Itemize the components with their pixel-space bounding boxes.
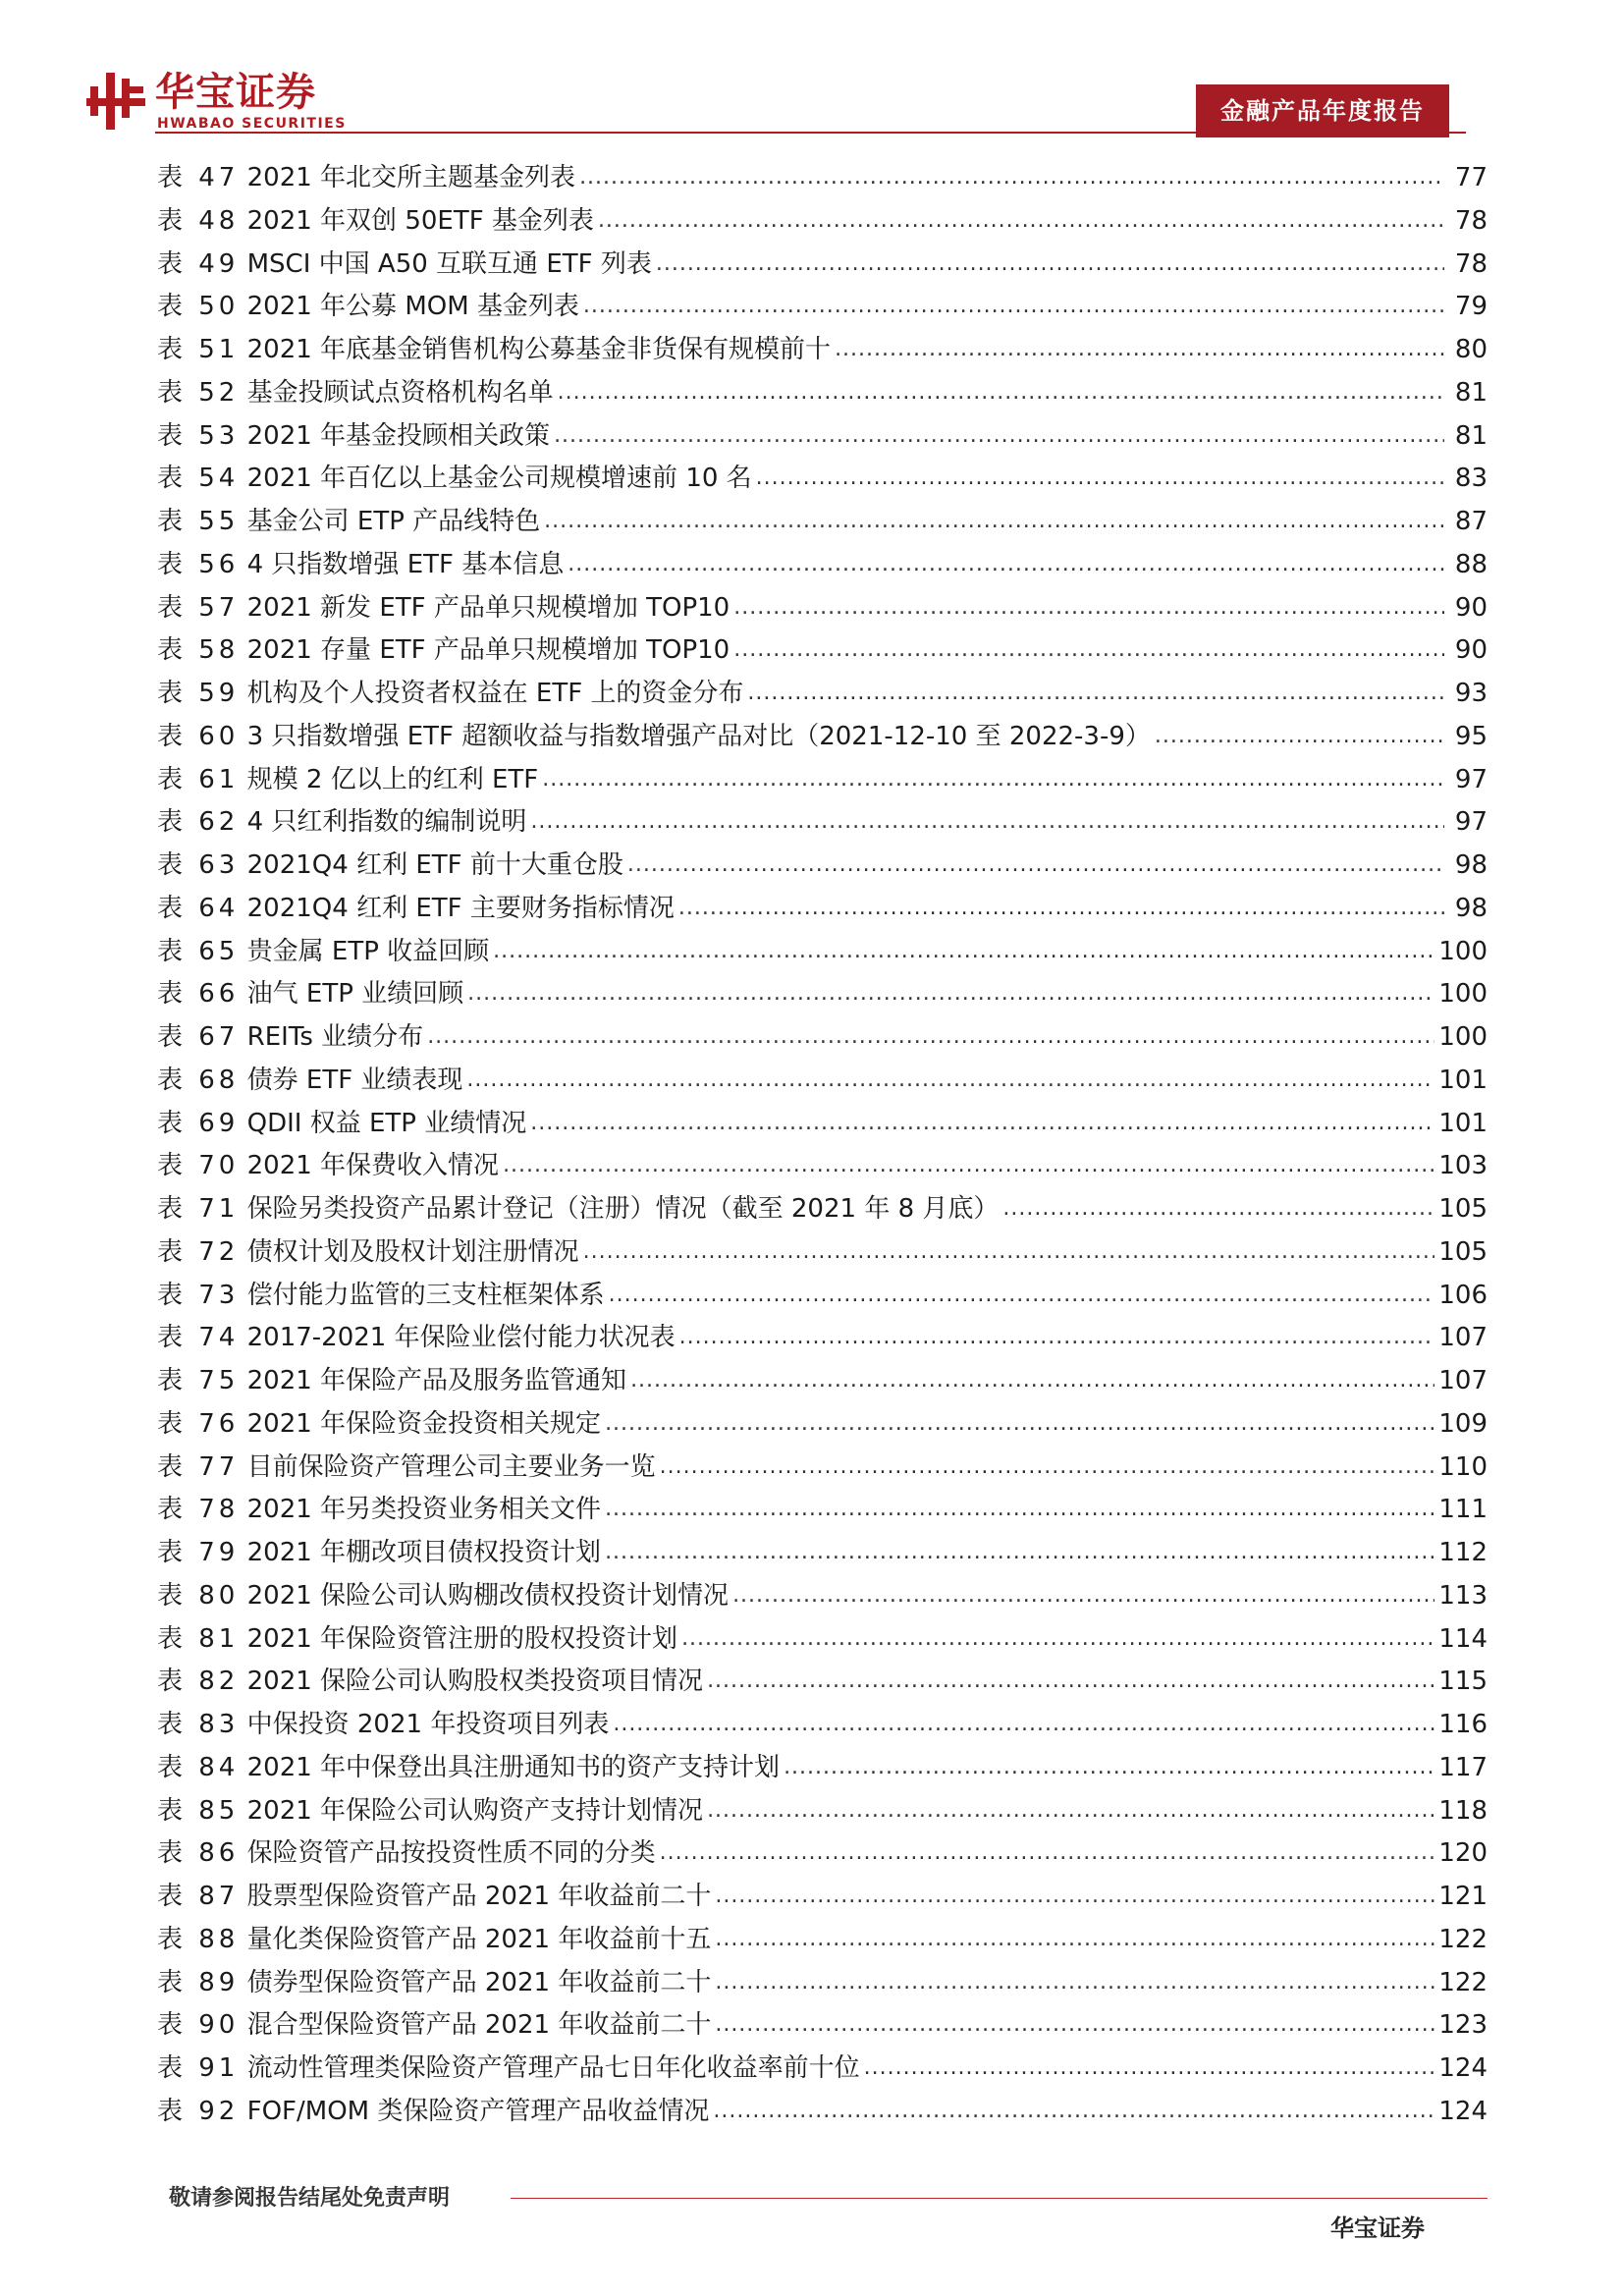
toc-page-number: 109 bbox=[1438, 1408, 1488, 1439]
toc-page-number: 81 bbox=[1454, 420, 1488, 451]
toc-leader-dots bbox=[681, 1617, 1434, 1661]
toc-table-title: REITs 业绩分布 bbox=[246, 1022, 424, 1052]
toc-page-number: 90 bbox=[1454, 635, 1488, 666]
toc-table-title: 保险资管产品按投资性质不同的分类 bbox=[246, 1838, 656, 1869]
toc-leader-dots bbox=[1155, 715, 1444, 758]
toc-table-number: 表 72 bbox=[157, 1236, 240, 1267]
toc-leader-dots bbox=[715, 2003, 1434, 2047]
toc-entry[interactable] bbox=[157, 801, 1488, 845]
toc-entry[interactable] bbox=[157, 1060, 1488, 1103]
toc-leader-dots bbox=[530, 800, 1444, 844]
toc-entry[interactable] bbox=[157, 587, 1488, 630]
toc-entry[interactable] bbox=[157, 1275, 1488, 1318]
toc-entry-label bbox=[157, 845, 623, 888]
toc-table-title: 保险另类投资产品累计登记（注册）情况（截至 2021 年 8 月底） bbox=[246, 1194, 1000, 1224]
toc-entry-label bbox=[157, 888, 675, 931]
toc-table-number: 表 59 bbox=[157, 679, 240, 708]
toc-leader-dots bbox=[1002, 1187, 1434, 1230]
toc-page-number: 120 bbox=[1438, 1838, 1488, 1869]
toc-table-title: 中保投资 2021 年投资项目列表 bbox=[246, 1710, 610, 1739]
toc-entry-label bbox=[157, 372, 554, 415]
toc-page-number: 123 bbox=[1438, 2010, 1488, 2041]
toc-table-number: 表 61 bbox=[157, 764, 240, 794]
toc-leader-dots bbox=[679, 1316, 1435, 1359]
toc-table-number: 表 85 bbox=[157, 1795, 240, 1826]
toc-table-title: 混合型保险资管产品 2021 年收益前二十 bbox=[246, 2010, 712, 2041]
toc-entry-label bbox=[157, 1317, 676, 1360]
toc-table-number: 表 54 bbox=[157, 464, 240, 494]
toc-entry-label bbox=[157, 973, 463, 1016]
toc-page-number: 110 bbox=[1438, 1451, 1488, 1482]
toc-entry[interactable] bbox=[157, 286, 1488, 329]
toc-page-number: 79 bbox=[1454, 292, 1488, 322]
toc-table-title: 2021 年百亿以上基金公司规模增速前 10 名 bbox=[246, 464, 752, 494]
toc-table-title: 2021 年保险产品及服务监管通知 bbox=[246, 1366, 627, 1395]
toc-table-title: FOF/MOM 类保险资产管理产品收益情况 bbox=[246, 2096, 710, 2126]
toc-page-number: 98 bbox=[1454, 893, 1488, 923]
toc-page-number: 106 bbox=[1438, 1280, 1488, 1310]
toc-entry[interactable] bbox=[157, 629, 1488, 673]
toc-table-number: 表 87 bbox=[157, 1882, 240, 1911]
toc-entry[interactable] bbox=[157, 1360, 1488, 1403]
page-header bbox=[0, 0, 1623, 137]
toc-leader-dots bbox=[715, 1918, 1434, 1961]
toc-table-number: 表 80 bbox=[157, 1580, 240, 1611]
toc-page-number: 107 bbox=[1438, 1323, 1488, 1353]
toc-table-title: 基金投顾试点资格机构名单 bbox=[246, 377, 554, 408]
toc-table-title: 4 只红利指数的编制说明 bbox=[246, 807, 527, 838]
toc-table-title: 债券 ETF 业绩表现 bbox=[246, 1065, 463, 1095]
toc-leader-dots bbox=[627, 844, 1444, 887]
toc-leader-dots bbox=[493, 930, 1434, 973]
toc-entry[interactable] bbox=[157, 501, 1488, 544]
toc-leader-dots bbox=[733, 629, 1444, 672]
toc-table-number: 表 57 bbox=[157, 592, 240, 623]
toc-entry[interactable] bbox=[157, 845, 1488, 888]
toc-table-number: 表 50 bbox=[157, 292, 240, 322]
toc-entry[interactable] bbox=[157, 931, 1488, 974]
toc-entry[interactable] bbox=[157, 415, 1488, 459]
toc-table-number: 表 63 bbox=[157, 850, 240, 880]
toc-leader-dots bbox=[466, 1059, 1434, 1102]
toc-table-number: 表 88 bbox=[157, 1924, 240, 1954]
toc-page-number: 112 bbox=[1438, 1538, 1488, 1567]
toc-leader-dots bbox=[605, 1488, 1434, 1531]
toc-table-number: 表 83 bbox=[157, 1710, 240, 1739]
toc-page-number: 83 bbox=[1454, 464, 1488, 494]
toc-table-number: 表 47 bbox=[157, 163, 240, 192]
toc-table-number: 表 51 bbox=[157, 335, 240, 364]
toc-entry[interactable] bbox=[157, 1447, 1488, 1490]
toc-page-number: 98 bbox=[1454, 850, 1488, 880]
toc-entry[interactable] bbox=[157, 1790, 1488, 1833]
toc-table-number: 表 56 bbox=[157, 549, 240, 579]
brand-name-en: HWABAO SECURITIES bbox=[157, 116, 347, 132]
toc-entry-label bbox=[157, 1231, 579, 1275]
toc-entry-label bbox=[157, 157, 575, 200]
toc-entry[interactable] bbox=[157, 372, 1488, 415]
toc-page-number: 95 bbox=[1454, 721, 1488, 751]
toc-entry[interactable] bbox=[157, 1016, 1488, 1060]
toc-table-title: 2021 年公募 MOM 基金列表 bbox=[246, 292, 579, 322]
toc-table-title: 2021 存量 ETF 产品单只规模增加 TOP10 bbox=[246, 635, 730, 666]
toc-entry[interactable] bbox=[157, 1103, 1488, 1146]
toc-page-number: 117 bbox=[1438, 1752, 1488, 1782]
toc-table-number: 表 84 bbox=[157, 1752, 240, 1782]
toc-table-number: 表 81 bbox=[157, 1623, 240, 1654]
toc-leader-dots bbox=[579, 156, 1444, 199]
toc-table-title: 2021 年中保登出具注册通知书的资产支持计划 bbox=[246, 1752, 781, 1782]
toc-entry-label bbox=[157, 1489, 601, 1532]
toc-leader-dots bbox=[660, 1831, 1435, 1875]
toc-table-title: 股票型保险资管产品 2021 年收益前二十 bbox=[246, 1882, 712, 1911]
toc-table-title: 2021 保险公司认购棚改债权投资计划情况 bbox=[246, 1580, 730, 1611]
toc-entry-label bbox=[157, 1188, 999, 1231]
toc-entry[interactable] bbox=[157, 1919, 1488, 1962]
toc-table-title: 债券型保险资管产品 2021 年收益前二十 bbox=[246, 1967, 712, 1997]
toc-table-title: 2021Q4 红利 ETF 前十大重仓股 bbox=[246, 850, 623, 880]
toc-entry[interactable] bbox=[157, 673, 1488, 716]
toc-entry-label bbox=[157, 1103, 526, 1146]
toc-entry-label bbox=[157, 1575, 729, 1618]
toc-table-number: 表 62 bbox=[157, 807, 240, 838]
toc-entry-label bbox=[157, 1832, 656, 1876]
toc-entry-label bbox=[157, 1060, 462, 1103]
toc-entry[interactable] bbox=[157, 1403, 1488, 1447]
toc-table-number: 表 76 bbox=[157, 1408, 240, 1439]
toc-table-title: 目前保险资产管理公司主要业务一览 bbox=[246, 1451, 656, 1482]
toc-entry-label bbox=[157, 200, 594, 244]
toc-table-number: 表 79 bbox=[157, 1538, 240, 1567]
toc-entry-label bbox=[157, 286, 579, 329]
toc-table-title: 2021 年北交所主题基金列表 bbox=[246, 163, 576, 192]
toc-table-number: 表 89 bbox=[157, 1967, 240, 1997]
toc-entry-label bbox=[157, 1919, 711, 1962]
toc-entry-label bbox=[157, 1962, 711, 2005]
toc-entry[interactable] bbox=[157, 544, 1488, 587]
toc-table-number: 表 70 bbox=[157, 1151, 240, 1181]
toc-entry-label bbox=[157, 1275, 605, 1318]
toc-table-number: 表 92 bbox=[157, 2096, 240, 2126]
toc-table-title: 债权计划及股权计划注册情况 bbox=[246, 1236, 579, 1267]
toc-leader-dots bbox=[864, 2047, 1435, 2090]
toc-entry[interactable] bbox=[157, 1747, 1488, 1790]
toc-leader-dots bbox=[713, 2090, 1434, 2133]
toc-table-title: 规模 2 亿以上的红利 ETF bbox=[246, 764, 539, 794]
toc-page-number: 78 bbox=[1454, 205, 1488, 236]
toc-entry[interactable] bbox=[157, 2091, 1488, 2134]
toc-leader-dots bbox=[784, 1746, 1434, 1789]
toc-leader-dots bbox=[707, 1660, 1434, 1703]
toc-page-number: 97 bbox=[1454, 807, 1488, 838]
toc-table-number: 表 82 bbox=[157, 1667, 240, 1697]
toc-leader-dots bbox=[605, 1531, 1434, 1574]
toc-entry-label bbox=[157, 2048, 860, 2091]
toc-table-title: 4 只指数增强 ETF 基本信息 bbox=[246, 549, 565, 579]
toc-leader-dots bbox=[467, 972, 1434, 1015]
toc-leader-dots bbox=[583, 285, 1444, 328]
toc-leader-dots bbox=[733, 586, 1444, 629]
toc-page-number: 105 bbox=[1438, 1194, 1488, 1224]
toc-table-title: 2021 新发 ETF 产品单只规模增加 TOP10 bbox=[246, 592, 730, 623]
toc-entry-label bbox=[157, 1876, 711, 1919]
toc-leader-dots bbox=[542, 758, 1444, 801]
toc-table-number: 表 48 bbox=[157, 205, 240, 236]
toc-page-number: 103 bbox=[1438, 1151, 1488, 1181]
toc-page-number: 78 bbox=[1454, 248, 1488, 279]
toc-page-number: 100 bbox=[1438, 979, 1488, 1010]
toc-page-number: 93 bbox=[1454, 679, 1488, 708]
toc-table-number: 表 74 bbox=[157, 1323, 240, 1353]
toc-entry[interactable] bbox=[157, 1962, 1488, 2005]
toc-entry-label bbox=[157, 759, 538, 802]
toc-table-title: 2021 年另类投资业务相关文件 bbox=[246, 1495, 602, 1525]
toc-table-number: 表 60 bbox=[157, 721, 240, 751]
toc-table-number: 表 64 bbox=[157, 893, 240, 923]
footer-brand: 华宝证券 bbox=[1330, 2214, 1425, 2242]
toc-table-title: 3 只指数增强 ETF 超额收益与指数增强产品对比（2021-12-10 至 2022-3-9） bbox=[246, 721, 1151, 751]
toc-leader-dots bbox=[630, 1359, 1434, 1402]
toc-table-number: 表 73 bbox=[157, 1280, 240, 1310]
toc-entry-label bbox=[157, 544, 564, 587]
toc-entry[interactable] bbox=[157, 1704, 1488, 1747]
toc-leader-dots bbox=[558, 371, 1444, 414]
toc-entry[interactable] bbox=[157, 244, 1488, 287]
toc-table-title: 基金公司 ETP 产品线特色 bbox=[246, 507, 541, 536]
toc-entry[interactable] bbox=[157, 1317, 1488, 1360]
toc-page-number: 100 bbox=[1438, 936, 1488, 966]
toc-leader-dots bbox=[756, 457, 1444, 500]
toc-leader-dots bbox=[715, 1961, 1434, 2004]
toc-page-number: 115 bbox=[1438, 1667, 1488, 1697]
toc-leader-dots bbox=[609, 1274, 1435, 1317]
toc-entry-label bbox=[157, 2091, 709, 2134]
toc-page-number: 118 bbox=[1438, 1795, 1488, 1826]
toc-leader-dots bbox=[605, 1402, 1434, 1446]
toc-table-title: 2021 年保险资金投资相关规定 bbox=[246, 1408, 602, 1439]
toc-entry-label bbox=[157, 1016, 423, 1060]
disclaimer-note: 敬请参阅报告结尾处免责声明 bbox=[169, 2186, 451, 2211]
toc-table-number: 表 67 bbox=[157, 1022, 240, 1052]
toc-leader-dots bbox=[613, 1703, 1434, 1746]
toc-entry-label bbox=[157, 1447, 656, 1490]
toc-page-number: 122 bbox=[1438, 1924, 1488, 1954]
toc-table-number: 表 75 bbox=[157, 1366, 240, 1395]
toc-entry[interactable] bbox=[157, 2004, 1488, 2048]
toc-entry-label bbox=[157, 1532, 601, 1575]
toc-page-number: 101 bbox=[1438, 1065, 1488, 1095]
toc-page-number: 114 bbox=[1438, 1623, 1488, 1654]
toc-table-number: 表 69 bbox=[157, 1108, 240, 1138]
toc-entry[interactable] bbox=[157, 716, 1488, 759]
toc-entry-label bbox=[157, 1618, 677, 1662]
toc-page-number: 81 bbox=[1454, 377, 1488, 408]
table-of-contents bbox=[157, 157, 1488, 2134]
toc-leader-dots bbox=[554, 414, 1444, 458]
toc-entry-label bbox=[157, 458, 752, 501]
toc-leader-dots bbox=[660, 1446, 1435, 1489]
toc-entry-label bbox=[157, 587, 730, 630]
toc-leader-dots bbox=[732, 1574, 1434, 1617]
toc-entry[interactable] bbox=[157, 888, 1488, 931]
toc-leader-dots bbox=[678, 887, 1444, 930]
toc-entry-label bbox=[157, 1704, 609, 1747]
toc-table-title: 2021 年保险资管注册的股权投资计划 bbox=[246, 1623, 678, 1654]
toc-entry[interactable] bbox=[157, 759, 1488, 802]
toc-entry-label bbox=[157, 673, 743, 716]
toc-entry-label bbox=[157, 629, 730, 673]
toc-entry-label bbox=[157, 1145, 499, 1188]
toc-entry[interactable] bbox=[157, 2048, 1488, 2091]
toc-leader-dots bbox=[707, 1789, 1434, 1832]
toc-leader-dots bbox=[583, 1230, 1435, 1274]
toc-entry-label bbox=[157, 801, 526, 845]
toc-table-number: 表 55 bbox=[157, 507, 240, 536]
toc-table-number: 表 49 bbox=[157, 248, 240, 279]
toc-entry[interactable] bbox=[157, 1832, 1488, 1876]
toc-page-number: 87 bbox=[1454, 507, 1488, 536]
toc-entry-label bbox=[157, 2004, 711, 2048]
report-type-tag: 金融产品年度报告 bbox=[1196, 84, 1449, 137]
toc-table-title: QDII 权益 ETP 业绩情况 bbox=[246, 1108, 527, 1138]
toc-entry-label bbox=[157, 501, 540, 544]
toc-leader-dots bbox=[530, 1102, 1434, 1145]
toc-entry[interactable] bbox=[157, 157, 1488, 200]
toc-leader-dots bbox=[747, 672, 1444, 715]
toc-page-number: 113 bbox=[1438, 1580, 1488, 1611]
toc-entry[interactable] bbox=[157, 1575, 1488, 1618]
toc-leader-dots bbox=[544, 500, 1444, 543]
toc-entry-label bbox=[157, 244, 652, 287]
toc-table-number: 表 90 bbox=[157, 2010, 240, 2041]
toc-leader-dots bbox=[715, 1875, 1434, 1918]
toc-table-number: 表 68 bbox=[157, 1065, 240, 1095]
toc-table-title: 偿付能力监管的三支柱框架体系 bbox=[246, 1280, 605, 1310]
toc-table-number: 表 53 bbox=[157, 420, 240, 451]
toc-leader-dots bbox=[598, 199, 1444, 243]
toc-entry[interactable] bbox=[157, 1188, 1488, 1231]
hwabao-logo-icon bbox=[86, 69, 147, 132]
toc-table-number: 表 52 bbox=[157, 377, 240, 408]
toc-table-number: 表 91 bbox=[157, 2053, 240, 2083]
toc-page-number: 105 bbox=[1438, 1236, 1488, 1267]
toc-page-number: 101 bbox=[1438, 1108, 1488, 1138]
toc-entry-label bbox=[157, 931, 489, 974]
toc-entry-label bbox=[157, 1790, 703, 1833]
toc-entry-label bbox=[157, 1360, 626, 1403]
toc-leader-dots bbox=[656, 243, 1444, 286]
toc-leader-dots bbox=[427, 1015, 1434, 1059]
toc-table-title: 2021 年底基金销售机构公募基金非货保有规模前十 bbox=[246, 335, 832, 364]
toc-page-number: 124 bbox=[1438, 2053, 1488, 2083]
toc-page-number: 100 bbox=[1438, 1022, 1488, 1052]
toc-page-number: 107 bbox=[1438, 1366, 1488, 1395]
toc-table-title: 2021 年基金投顾相关政策 bbox=[246, 420, 551, 451]
toc-page-number: 122 bbox=[1438, 1967, 1488, 1997]
toc-table-title: 2021 年保险公司认购资产支持计划情况 bbox=[246, 1795, 704, 1826]
toc-entry[interactable] bbox=[157, 1661, 1488, 1704]
toc-page-number: 90 bbox=[1454, 592, 1488, 623]
toc-entry-label bbox=[157, 1747, 780, 1790]
toc-table-title: 机构及个人投资者权益在 ETF 上的资金分布 bbox=[246, 679, 744, 708]
toc-entry-label bbox=[157, 1403, 601, 1447]
toc-table-number: 表 71 bbox=[157, 1194, 240, 1224]
toc-entry[interactable] bbox=[157, 1231, 1488, 1275]
toc-page-number: 97 bbox=[1454, 764, 1488, 794]
toc-table-number: 表 66 bbox=[157, 979, 240, 1010]
toc-entry[interactable] bbox=[157, 1618, 1488, 1662]
toc-entry-label bbox=[157, 415, 550, 459]
toc-table-number: 表 86 bbox=[157, 1838, 240, 1869]
toc-entry[interactable] bbox=[157, 329, 1488, 372]
footer-divider bbox=[511, 2198, 1488, 2199]
toc-entry-label bbox=[157, 329, 831, 372]
toc-table-title: 2021Q4 红利 ETF 主要财务指标情况 bbox=[246, 893, 675, 923]
toc-page-number: 121 bbox=[1438, 1882, 1488, 1911]
toc-table-title: 2021 年保费收入情况 bbox=[246, 1151, 500, 1181]
toc-table-number: 表 65 bbox=[157, 936, 240, 966]
toc-entry[interactable] bbox=[157, 458, 1488, 501]
toc-entry[interactable] bbox=[157, 200, 1488, 244]
toc-entry[interactable] bbox=[157, 1145, 1488, 1188]
toc-page-number: 111 bbox=[1438, 1495, 1488, 1525]
toc-table-title: 2021 年双创 50ETF 基金列表 bbox=[246, 205, 594, 236]
toc-table-title: MSCI 中国 A50 互联互通 ETF 列表 bbox=[246, 248, 652, 279]
brand-name-cn: 华宝证券 bbox=[155, 70, 316, 115]
toc-table-title: 流动性管理类保险资产管理产品七日年化收益率前十位 bbox=[246, 2053, 860, 2083]
toc-entry[interactable] bbox=[157, 973, 1488, 1016]
toc-table-number: 表 58 bbox=[157, 635, 240, 666]
toc-page-number: 88 bbox=[1454, 549, 1488, 579]
toc-table-title: 贵金属 ETP 收益回顾 bbox=[246, 936, 490, 966]
toc-table-number: 表 78 bbox=[157, 1495, 240, 1525]
toc-entry[interactable] bbox=[157, 1876, 1488, 1919]
toc-page-number: 80 bbox=[1454, 335, 1488, 364]
toc-page-number: 124 bbox=[1438, 2096, 1488, 2126]
toc-leader-dots bbox=[503, 1144, 1434, 1187]
toc-entry-label bbox=[157, 1661, 703, 1704]
toc-entry-label bbox=[157, 716, 1151, 759]
toc-entry[interactable] bbox=[157, 1532, 1488, 1575]
toc-leader-dots bbox=[835, 328, 1444, 371]
toc-page-number: 116 bbox=[1438, 1710, 1488, 1739]
toc-table-title: 油气 ETP 业绩回顾 bbox=[246, 979, 464, 1010]
toc-table-title: 2021 保险公司认购股权类投资项目情况 bbox=[246, 1667, 704, 1697]
toc-table-number: 表 77 bbox=[157, 1451, 240, 1482]
toc-entry[interactable] bbox=[157, 1489, 1488, 1532]
toc-table-title: 2017-2021 年保险业偿付能力状况表 bbox=[246, 1323, 676, 1353]
toc-page-number: 77 bbox=[1454, 163, 1488, 192]
toc-table-title: 量化类保险资管产品 2021 年收益前十五 bbox=[246, 1924, 712, 1954]
toc-leader-dots bbox=[568, 543, 1444, 586]
toc-table-title: 2021 年棚改项目债权投资计划 bbox=[246, 1538, 602, 1567]
